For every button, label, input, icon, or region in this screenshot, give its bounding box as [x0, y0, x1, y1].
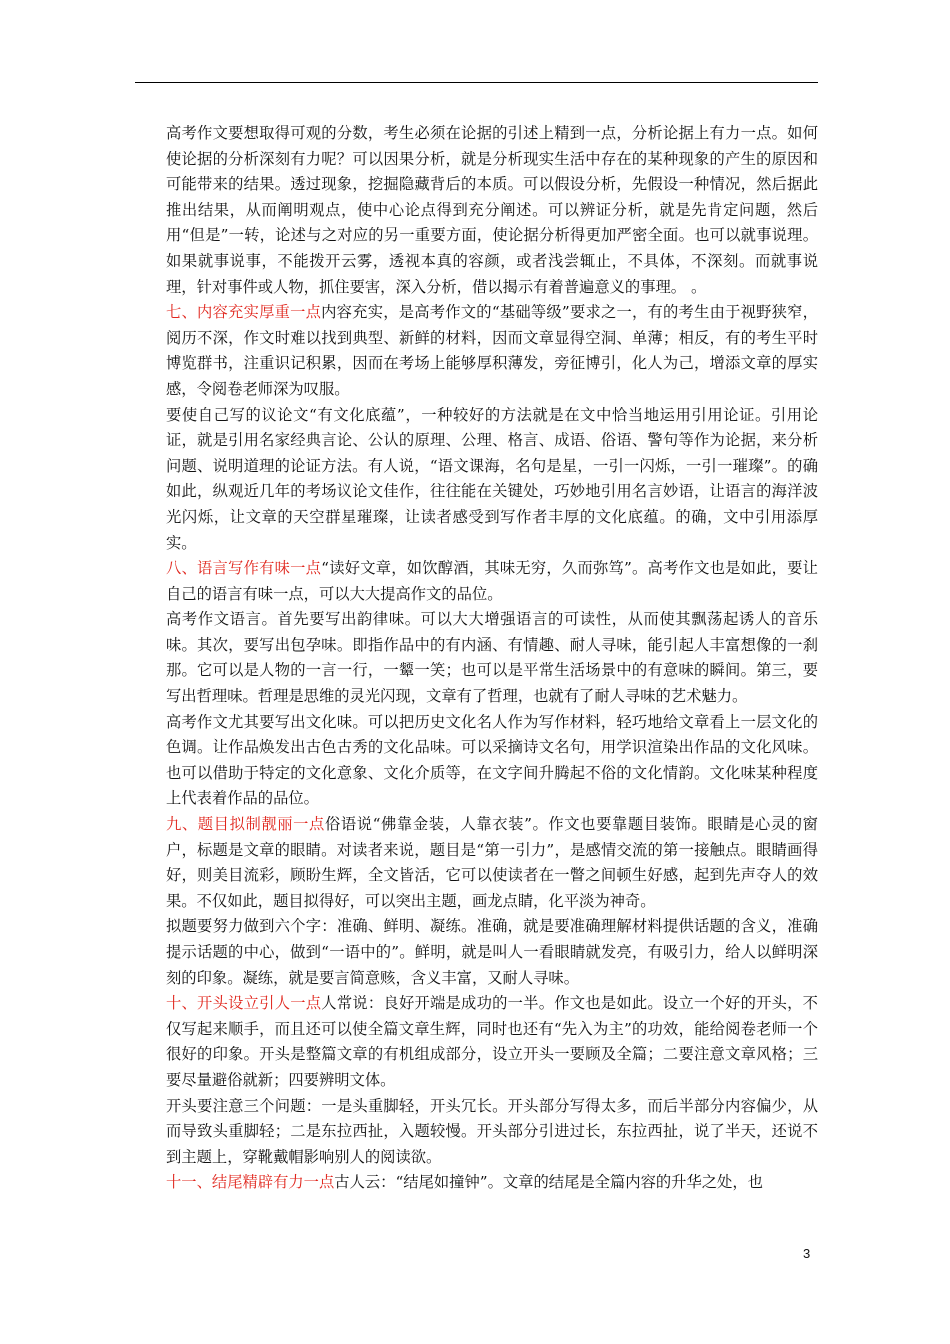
paragraph-9-text: 人常说：良好开端是成功的一半。作文也是如此。设立一个好的开头，不仅写起来顺手，而且还可以使全篇文章生辉，同时也还有“先入为主”的功效，能给阅卷老师一个很好的印象。开头是整篇文章的有机组成部分，设立开头一要顾及全篇；二要注意文章风格；三要尽量避俗就新；四要辨明文体。	[166, 994, 818, 1089]
section-heading-10: 十、开头设立引人一点	[166, 994, 322, 1013]
paragraph-1	[166, 121, 818, 300]
paragraph-11	[166, 1170, 818, 1196]
section-heading-9: 九、题目拟制靓丽一点	[166, 815, 325, 834]
paragraph-4-text: “读好文章，如饮醇酒，其味无穷，久而弥笃”。高考作文也是如此，要让自己的语言有味一点，可以大大提高作文的品位。	[166, 559, 818, 603]
section-heading-11: 十一、结尾精辟有力一点	[166, 1173, 335, 1192]
paragraph-8	[166, 914, 818, 991]
paragraph-5-text: 高考作文语言。首先要写出韵律味。可以大大增强语言的可读性，从而使其飘荡起诱人的音乐味。其次，要写出包孕味。即指作品中的有内涵、有情趣、耐人寻味，能引起人丰富想像的一刹那。它可以是人物的一言一行，一颦一笑；也可以是平常生活场景中的有意味的瞬间。第三，要写出哲理味。哲理是思维的灵光闪现，文章有了哲理，也就有了耐人寻味的艺术魅力。	[166, 610, 818, 706]
paragraph-7-text: 俗语说“佛靠金装，人靠衣装”。作文也要靠题目装饰。眼睛是心灵的窗户，标题是文章的眼睛。对读者来说，题目是“第一引力”，是感情交流的第一接触点。眼睛画得好，则美目流彩，顾盼生辉，全文皆活，它可以使读者在一瞥之间顿生好感，起到先声夺人的效果。不仅如此，题目拟得好，可以突出主题，画龙点睛，化平淡为神奇。	[166, 815, 818, 910]
paragraph-8-text: 拟题要努力做到六个字：准确、鲜明、凝练。准确，就是要准确理解材料提供话题的含义，准确提示话题的中心，做到“一语中的”。鲜明，就是叫人一看眼睛就发亮，有吸引力，给人以鲜明深刻的印象。凝练，就是要言简意赅，含义丰富，又耐人寻味。	[166, 917, 818, 987]
paragraph-10	[166, 1094, 818, 1171]
paragraph-3-text: 要使自己写的议论文“有文化底蕴”，一种较好的方法就是在文中恰当地运用引用论证。引用论证，就是引用名家经典言论、公认的原理、公理、格言、成语、俗语、警句等作为论据，来分析问题、说明道理的论证方法。有人说，“语文课海，名句是星，一引一闪烁，一引一璀璨”。的确如此，纵观近几年的考场议论文佳作，往往能在关键处，巧妙地引用名言妙语，让语言的海洋波光闪烁，让文章的天空群星璀璨，让读者感受到写作者丰厚的文化底蕴。的确，文中引用添厚实。	[166, 405, 818, 552]
document-body	[166, 121, 818, 1196]
paragraph-2	[166, 300, 818, 402]
paragraph-11-text: 古人云：“结尾如撞钟”。文章的结尾是全篇内容的升华之处，也	[334, 1173, 763, 1192]
paragraph-10-text: 开头要注意三个问题：一是头重脚轻，开头冗长。开头部分写得太多，而后半部分内容偏少，从而导致头重脚轻；二是东拉西扯，入题较慢。开头部分引进过长，东拉西扯，说了半天，还说不到主题上，穿靴戴帽影响别人的阅读欲。	[166, 1096, 818, 1166]
header-rule	[135, 82, 818, 83]
paragraph-4	[166, 556, 818, 607]
section-heading-7: 七、内容充实厚重一点	[166, 303, 322, 322]
paragraph-6	[166, 710, 818, 812]
section-heading-8: 八、语言写作有味一点	[166, 559, 322, 578]
paragraph-2-text: 内容充实，是高考作文的“基础等级”要求之一，有的考生由于视野狭窄，阅历不深，作文时难以找到典型、新鲜的材料，因而文章显得空洞、单薄；相反，有的考生平时博览群书，注重识记积累，因而在考场上能够厚积薄发，旁征博引，化人为己，增添文章的厚实感，令阅卷老师深为叹服。	[166, 303, 818, 398]
paragraph-5	[166, 607, 818, 709]
paragraph-6-text: 高考作文尤其要写出文化味。可以把历史文化名人作为写作材料，轻巧地给文章看上一层文化的色调。让作品焕发出古色古秀的文化品味。可以采摘诗文名句，用学识渲染出作品的文化风味。也可以借助于特定的文化意象、文化介质等，在文字间升腾起不俗的文化情韵。文化味某种程度上代表着作品的品位。	[166, 712, 818, 808]
paragraph-3	[166, 403, 818, 557]
paragraph-7	[166, 812, 818, 914]
paragraph-1-text: 高考作文要想取得可观的分数，考生必须在论据的引述上精到一点，分析论据上有力一点。如何使论据的分析深刻有力呢？可以因果分析，就是分析现实生活中存在的某种现象的产生的原因和可能带来的结果。透过现象，挖掘隐藏背后的本质。可以假设分析，先假设一种情况，然后据此推出结果，从而阐明观点，使中心论点得到充分阐述。可以辨证分析，就是先肯定问题，然后用“但是”一转，论述与之对应的另一重要方面，使论据分析得更加严密全面。也可以就事说理。如果就事说事，不能拨开云雾，透视本真的容颜，或者浅尝辄止，不具体，不深刻。而就事说理，针对事件或人物，抓住要害，深入分析，借以揭示有着普遍意义的事理。 。	[166, 124, 818, 296]
paragraph-9	[166, 991, 818, 1093]
page-number: 3	[803, 1246, 811, 1261]
